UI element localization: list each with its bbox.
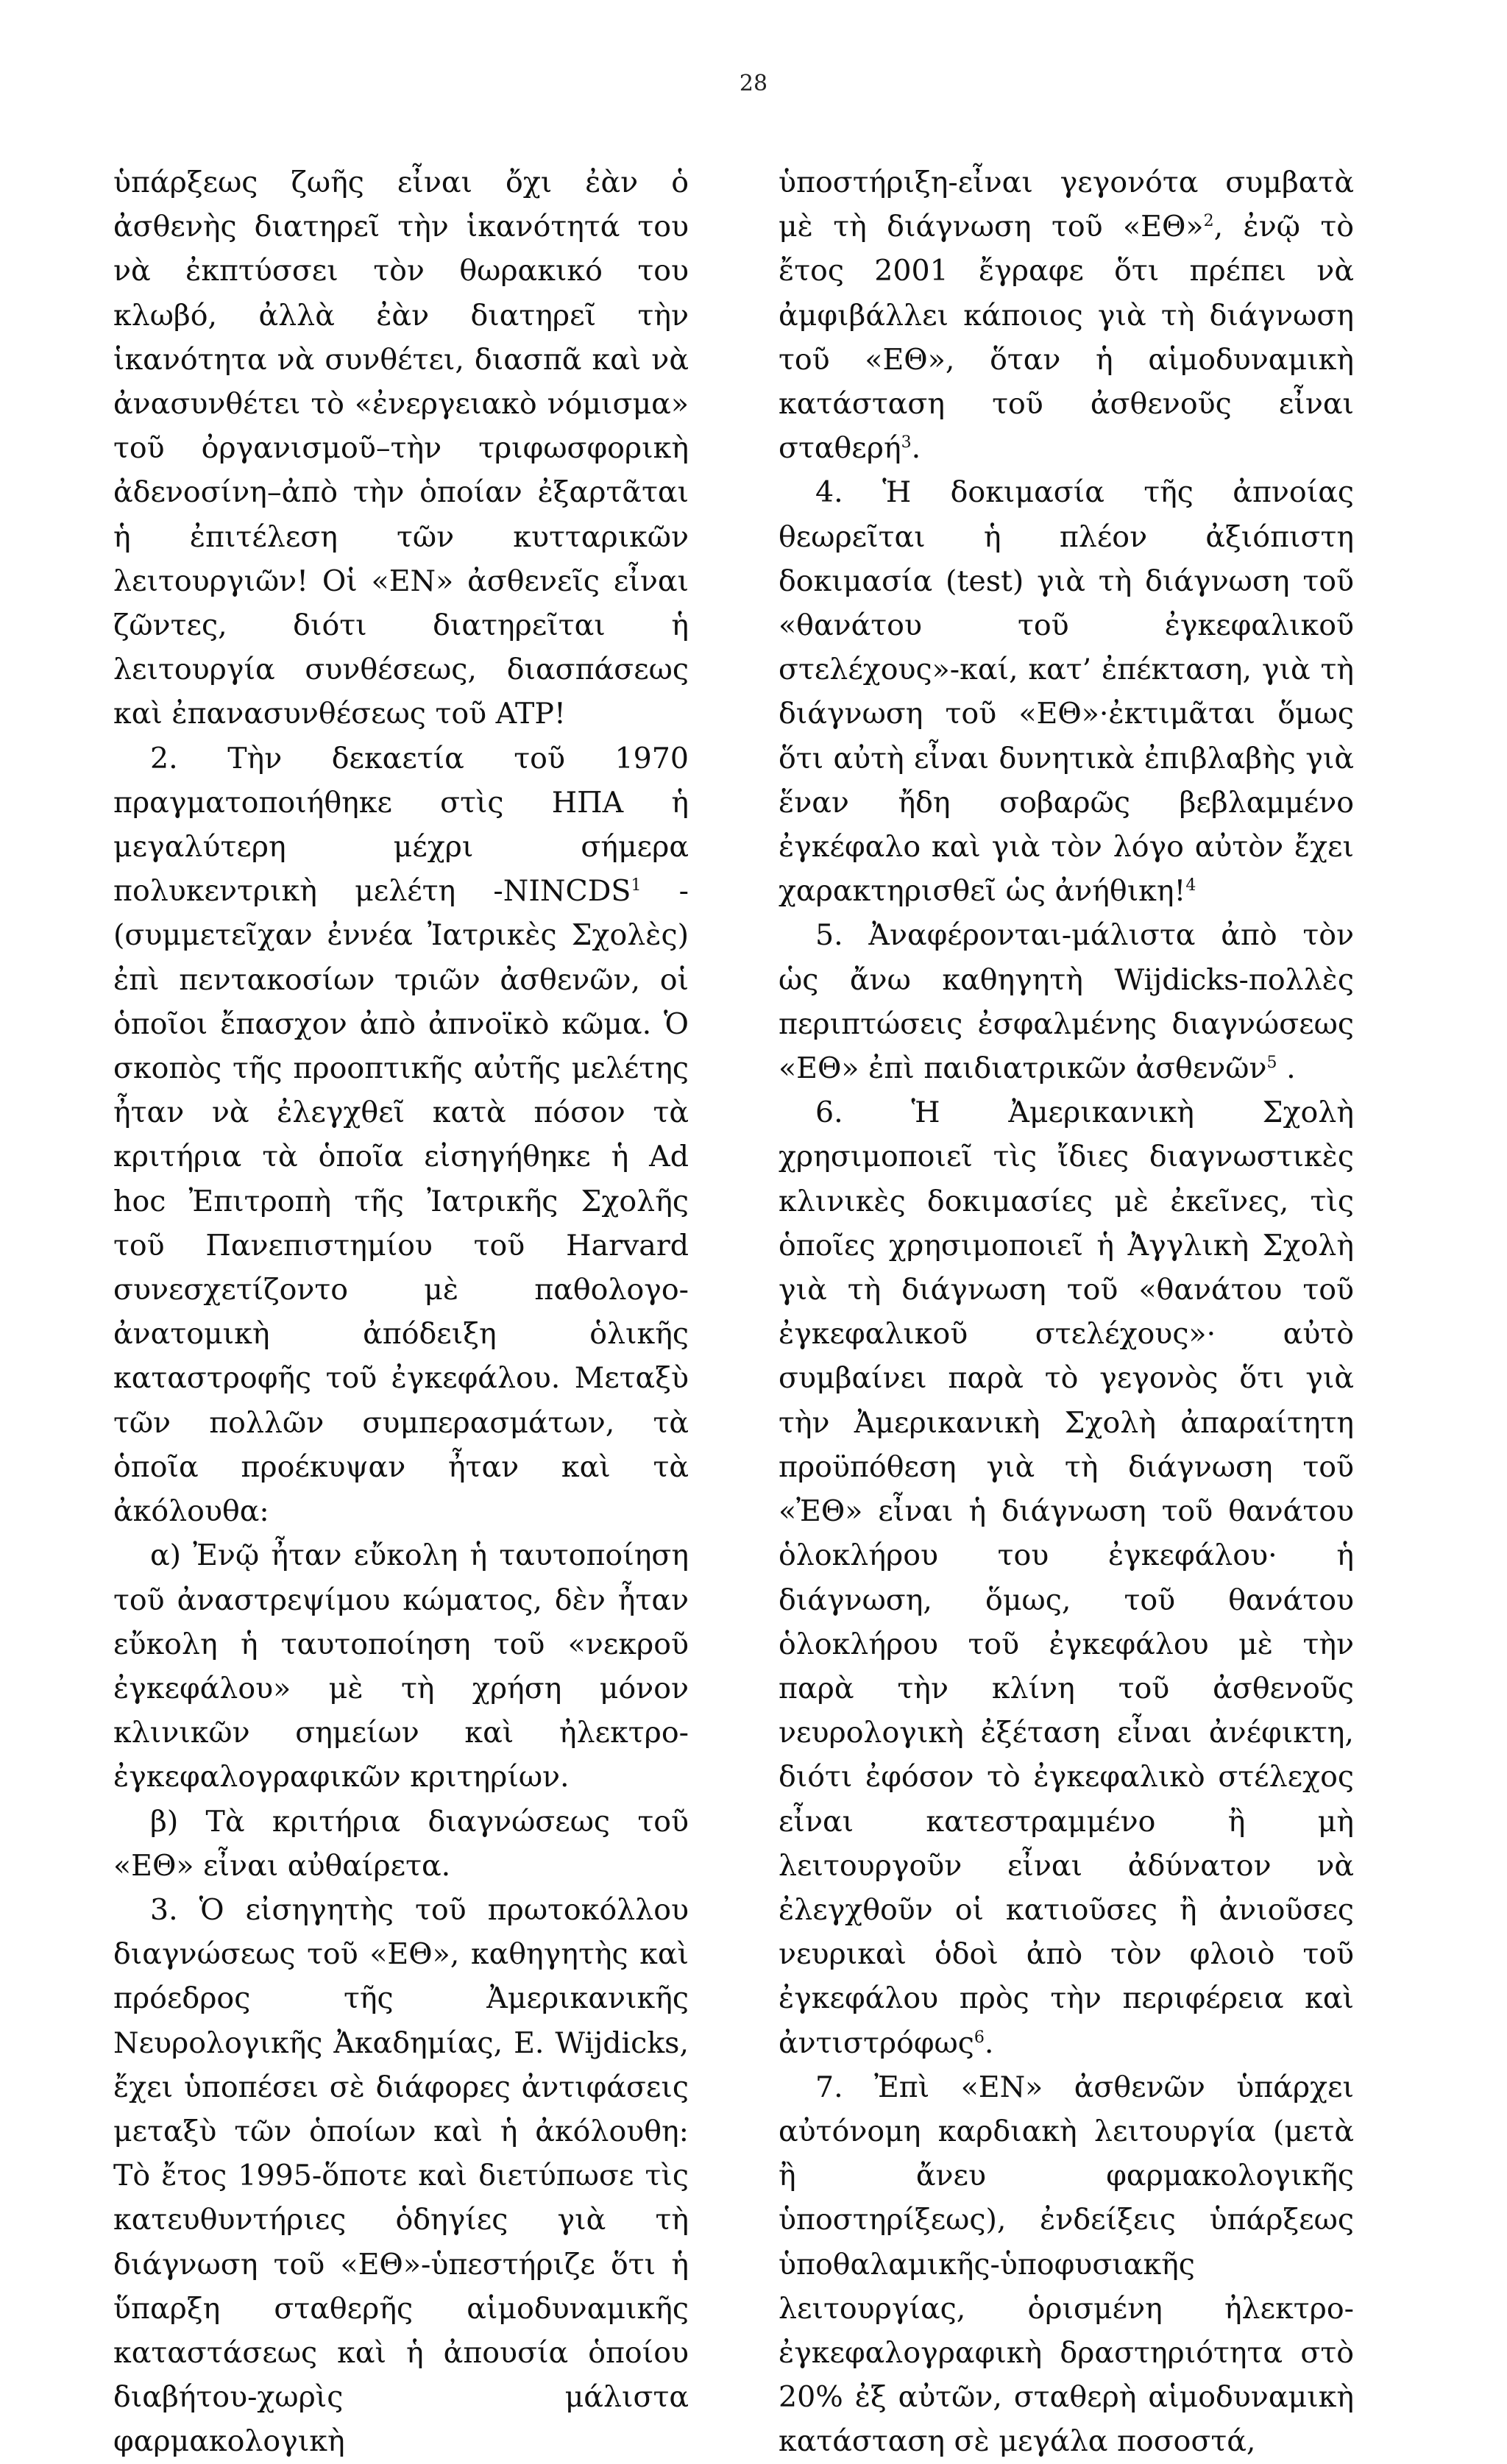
paragraph: β) Τὰ κριτήρια διαγνώσεως τοῦ «ΕΘ» εἶναι αὐθαίρετα. (113, 1804, 689, 1883)
footnote-ref: 2 (1203, 212, 1214, 231)
right-column (779, 160, 1354, 2464)
paragraph: 3. Ὁ εἰσηγητὴς τοῦ πρωτοκόλλου διαγνώσεως τοῦ «ΕΘ», καθηγητὴς καὶ πρόεδρος τῆς Ἀμερικανικῆς Νευρολογικῆς Ἀκαδημίας, E. Wijdicks, ἔχει ὑποπέσει σὲ διάφορες ἀντιφάσεις μεταξὺ τῶν ὁποίων καὶ ἡ ἀκόλουθη: Τὸ ἔτος 1995-ὅποτε καὶ διετύπωσε τὶς κατευθυντήριες ὁδηγίες γιὰ τὴ διάγνωση τοῦ «ΕΘ»-ὑπεστήριζε ὅτι ἡ ὕπαρξη σταθερῆς αἱμοδυναμικῆς καταστάσεως καὶ ἡ ἀπουσία ὁποίου διαβήτου-χωρὶς μάλιστα φαρμακολογικὴ (113, 1892, 689, 2459)
paragraph: 5. Ἀναφέρονται-μάλιστα ἀπὸ τὸν ὡς ἄνω καθηγητὴ Wijdicks-πολλὲς περιπτώσεις ἐσφαλμένης διαγνώσεως «ΕΘ» ἐπὶ παιδιατρικῶν ἀσθενῶν$^5$ . (779, 918, 1354, 1086)
footnote-ref: 1 (631, 876, 642, 895)
left-column (113, 160, 689, 2464)
paragraph: 4. Ἡ δοκιμασία τῆς ἀπνοίας θεωρεῖται ἡ πλέον ἀξιόπιστη δοκιμασία (test) γιὰ τὴ διάγνωση τοῦ «θανάτου τοῦ ἐγκεφαλικοῦ στελέχους»-καί, κατ’ ἐπέκταση, γιὰ τὴ διάγνωση τοῦ «ΕΘ»·ἐκτιμᾶται ὅμως ὅτι αὐτὴ εἶναι δυνητικὰ ἐπιβλαβὴς γιὰ ἕναν ἤδη σοβαρῶς βεβλαμμένο ἐγκέφαλο καὶ γιὰ τὸν λόγο αὐτὸν ἔχει χαρακτηρισθεῖ ὡς ἀνήθικη!$^4$ (779, 475, 1354, 909)
footnote-ref: 3 (901, 433, 912, 452)
page-number: 28 (739, 71, 768, 96)
footnote-ref: 6 (974, 2028, 985, 2047)
paragraph: 7. Ἐπὶ «ΕΝ» ἀσθενῶν ὑπάρχει αὐτόνομη καρδιακὴ λειτουργία (μετὰ ἢ ἄνευ φαρμακολογικῆς ὑποστηρίξεως), ἐνδείξεις ὑπάρξεως ὑποθαλαμικῆς-ὑποφυσιακῆς λειτουργίας, ὁρισμένη ἠλεκτρο-ἐγκεφαλογραφικὴ δραστηριότητα στὸ 20% ἐξ αὐτῶν, σταθερὴ αἱμοδυναμικὴ κατάσταση σὲ μεγάλα ποσοστά, (779, 2070, 1354, 2459)
paragraph: 6. Ἡ Ἀμερικανικὴ Σχολὴ χρησιμοποιεῖ τὶς ἴδιες διαγνωστικὲς κλινικὲς δοκιμασίες μὲ ἐκεῖνες, τὶς ὁποῖες χρησιμοποιεῖ ἡ Ἀγγλικὴ Σχολὴ γιὰ τὴ διάγνωση τοῦ «θανάτου τοῦ ἐγκεφαλικοῦ στελέχους»· αὐτὸ συμβαίνει παρὰ τὸ γεγονὸς ὅτι γιὰ τὴν Ἀμερικανικὴ Σχολὴ ἀπαραίτητη προϋπόθεση γιὰ τὴ διάγνωση τοῦ «ἘΘ» εἶναι ἡ διάγνωση τοῦ θανάτου ὁλοκλήρου του ἐγκεφάλου· ἡ διάγνωση, ὅμως, τοῦ θανάτου ὁλοκλήρου τοῦ ἐγκεφάλου μὲ τὴν παρὰ τὴν κλίνη τοῦ ἀσθενοῦς νευρολογικὴ ἐξέταση εἶναι ἀνέφικτη, διότι ἐφόσον τὸ ἐγκεφαλικὸ στέλεχος εἶναι κατεστραμμένο ἢ μὴ λειτουργοῦν εἶναι ἀδύνατον νὰ ἐλεγχθοῦν οἱ κατιοῦσες ἢ ἀνιοῦσες νευρικαὶ ὁδοὶ ἀπὸ τὸν φλοιὸ τοῦ ἐγκεφάλου πρὸς τὴν περιφέρεια καὶ ἀντιστρόφως$^6$. (779, 1096, 1354, 2060)
paragraph: ὑποστήριξη-εἶναι γεγονότα συμβατὰ μὲ τὴ διάγνωση τοῦ «ΕΘ»$^2$, ἐνῷ τὸ ἔτος 2001 ἔγραφε ὅτι πρέπει νὰ ἀμφιβάλλει κάποιος γιὰ τὴ διάγνωση τοῦ «ΕΘ», ὅταν ἡ αἱμοδυναμικὴ κατάσταση τοῦ ἀσθενοῦς εἶναι σταθερή$^3$. (779, 166, 1354, 466)
footnote-ref: 4 (1185, 876, 1196, 895)
paragraph: 2. Τὴν δεκαετία τοῦ 1970 πραγματοποιήθηκε στὶς ΗΠΑ ἡ μεγαλύτερη μέχρι σήμερα πολυκεντρικὴ μελέτη -NINCDS$^1$ - (συμμετεῖχαν ἐννέα Ἰατρικὲς Σχολὲς) ἐπὶ πεντακοσίων τριῶν ἀσθενῶν, οἱ ὁποῖοι ἔπασχον ἀπὸ ἀπνοϊκὸ κῶμα. Ὁ σκοπὸς τῆς προοπτικῆς αὐτῆς μελέτης ἦταν νὰ ἐλεγχθεῖ κατὰ πόσον τὰ κριτήρια τὰ ὁποῖα εἰσηγήθηκε ἡ Ad hoc Ἐπιτροπὴ τῆς Ἰατρικῆς Σχολῆς τοῦ Πανεπιστημίου τοῦ Harvard συνεσχετίζοντο μὲ παθολογο-ἀνατομικὴ ἀπόδειξη ὁλικῆς καταστροφῆς τοῦ ἐγκεφάλου. Μεταξὺ τῶν πολλῶν συμπερασμάτων, τὰ ὁποῖα προέκυψαν ἦταν καὶ τὰ ἀκόλουθα: (113, 741, 689, 1529)
paragraph: ὑπάρξεως ζωῆς εἶναι ὄχι ἐὰν ὁ ἀσθενὴς διατηρεῖ τὴν ἱκανότητά του νὰ ἐκπτύσσει τὸν θωρακικό του κλωβό, ἀλλὰ ἐὰν διατηρεῖ τὴν ἱκανότητα νὰ συνθέτει, διασπᾶ καὶ νὰ ἀνασυνθέτει τὸ «ἐνεργειακὸ νόμισμα» τοῦ ὀργανισμοῦ–τὴν τριφωσφορικὴ ἀδενοσίνη–ἀπὸ τὴν ὁποίαν ἐξαρτᾶται ἡ ἐπιτέλεση τῶν κυτταρικῶν λειτουργιῶν! Οἱ «ΕΝ» ἀσθενεῖς εἶναι ζῶντες, διότι διατηρεῖται ἡ λειτουργία συνθέσεως, διασπάσεως καὶ ἐπανασυνθέσεως τοῦ ATP! (113, 166, 689, 731)
paragraph: α) Ἐνῷ ἦταν εὔκολη ἡ ταυτοποίηση τοῦ ἀναστρεψίμου κώματος, δὲν ἦταν εὔκολη ἡ ταυτοποίηση τοῦ «νεκροῦ ἐγκεφάλου» μὲ τὴ χρήση μόνον κλινικῶν σημείων καὶ ἠλεκτρο-ἐγκεφαλογραφικῶν κριτηρίων. (113, 1538, 689, 1794)
footnote-ref: 5 (1266, 1053, 1277, 1072)
